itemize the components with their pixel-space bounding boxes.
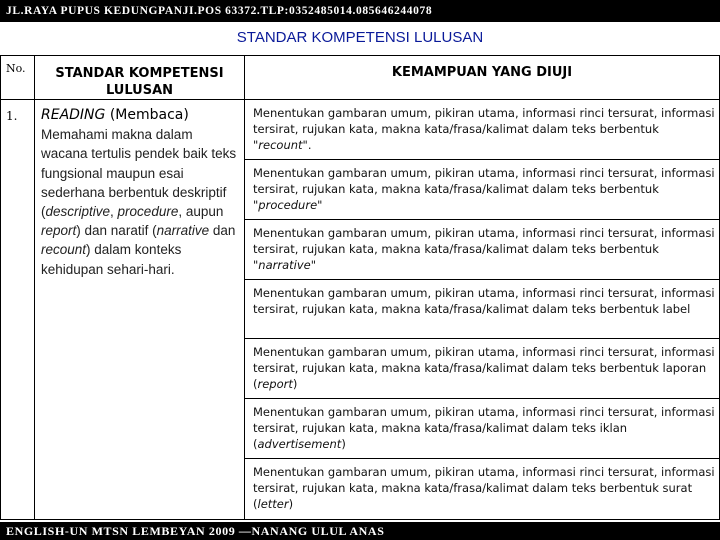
kemampuan-cell (245, 459, 720, 520)
std-em-3: report (41, 223, 77, 239)
standar-cell (35, 100, 245, 520)
kemampuan-em: recount (258, 138, 303, 152)
kemampuan-text: Menentukan gambaran umum, pikiran utama, informasi rinci tersurat, informasi tersirat, rujukan kata, makna kata/frasa/kalimat dalam teks (253, 465, 715, 495)
std-text-2: , (110, 204, 118, 220)
header-address: JL.RAYA PUPUS KEDUNGPANJI.POS 63372.TLP:0352485014.085646244078 (6, 5, 433, 17)
std-em-2: procedure (117, 204, 179, 220)
kemampuan-em: letter (257, 497, 289, 511)
table-header-row (1, 56, 720, 100)
kemampuan-post: ) (341, 437, 346, 451)
kemampuan-text: Menentukan gambaran umum, pikiran utama, informasi rinci tersurat, informasi tersirat, rujukan kata, makna kata/frasa/kalimat dalam teks (253, 405, 715, 435)
kemampuan-em: procedure (258, 198, 318, 212)
kemampuan-pre: iklan ( (253, 421, 628, 451)
kemampuan-post: ". (302, 138, 312, 152)
reading-sublabel: (Membaca) (109, 107, 189, 123)
kemampuan-em: narrative (258, 258, 311, 272)
row-number: 1. (1, 100, 35, 520)
kemampuan-pre: berbentuk label (595, 302, 691, 316)
kemampuan-post: ) (292, 377, 298, 391)
std-em-5: recount (41, 242, 87, 258)
std-text-5: dan (209, 223, 236, 239)
kemampuan-pre: berbentuk surat ( (253, 481, 693, 511)
kemampuan-cell (245, 339, 720, 399)
std-em-4: narrative (156, 223, 210, 239)
page-title: STANDAR KOMPETENSI LULUSAN (236, 29, 484, 46)
kemampuan-text: Menentukan gambaran umum, pikiran utama, informasi rinci tersurat, informasi tersirat, rujukan kata, makna kata/frasa/kalimat dalam teks (253, 226, 715, 256)
header-standar: STANDAR KOMPETENSI LULUSAN (35, 56, 245, 100)
header-bar (0, 0, 720, 22)
header-kemampuan: KEMAMPUAN YANG DIUJI (245, 56, 720, 100)
kemampuan-cell (245, 399, 720, 459)
table-row (1, 100, 720, 160)
std-text-6: ) dalam konteks kehidupan sehari-hari. (41, 242, 182, 277)
header-no: No. (1, 56, 35, 100)
footer-bar (0, 522, 720, 540)
kemampuan-em: advertisement (257, 437, 342, 451)
kemampuan-text: Menentukan gambaran umum, pikiran utama, informasi rinci tersurat, informasi tersirat, rujukan kata, makna kata/frasa/kalimat dalam teks (253, 345, 715, 375)
kemampuan-cell (245, 100, 720, 160)
kemampuan-post: ) (288, 497, 294, 511)
kemampuan-em: report (257, 377, 293, 391)
std-text-1: Memahami makna dalam wacana tertulis pendek baik teks fungsional maupun esai sederhana berbentuk deskriptif ( (41, 127, 237, 220)
kemampuan-cell (245, 280, 720, 339)
kemampuan-pre: berbentuk " (253, 122, 659, 152)
kemampuan-text: Menentukan gambaran umum, pikiran utama, informasi rinci tersurat, informasi tersirat, rujukan kata, makna kata/frasa/kalimat dalam teks (253, 106, 715, 136)
kemampuan-cell (245, 160, 720, 220)
std-text-3: , aupun (178, 204, 224, 220)
kemampuan-pre: berbentuk " (253, 182, 659, 212)
kemampuan-cell (245, 220, 720, 280)
kemampuan-text: Menentukan gambaran umum, pikiran utama, informasi rinci tersurat, informasi tersirat, rujukan kata, makna kata/frasa/kalimat dalam teks (253, 286, 715, 316)
kemampuan-post: " (310, 258, 317, 272)
kemampuan-post: " (317, 198, 323, 212)
std-em-1: descriptive (45, 204, 111, 220)
standar-description (41, 125, 240, 279)
kemampuan-pre: berbentuk " (253, 242, 659, 272)
std-text-4: ) dan naratif ( (76, 223, 157, 239)
kemampuan-text: Menentukan gambaran umum, pikiran utama, informasi rinci tersurat, informasi tersirat, rujukan kata, makna kata/frasa/kalimat dalam teks (253, 166, 715, 196)
kemampuan-pre: berbentuk laporan ( (253, 361, 707, 391)
footer-text: ENGLISH-UN MTSN LEMBEYAN 2009 —NANANG ULUL ANAS (6, 524, 385, 538)
reading-label: READING (41, 107, 106, 123)
competency-table (0, 55, 720, 520)
reading-heading (41, 106, 240, 125)
